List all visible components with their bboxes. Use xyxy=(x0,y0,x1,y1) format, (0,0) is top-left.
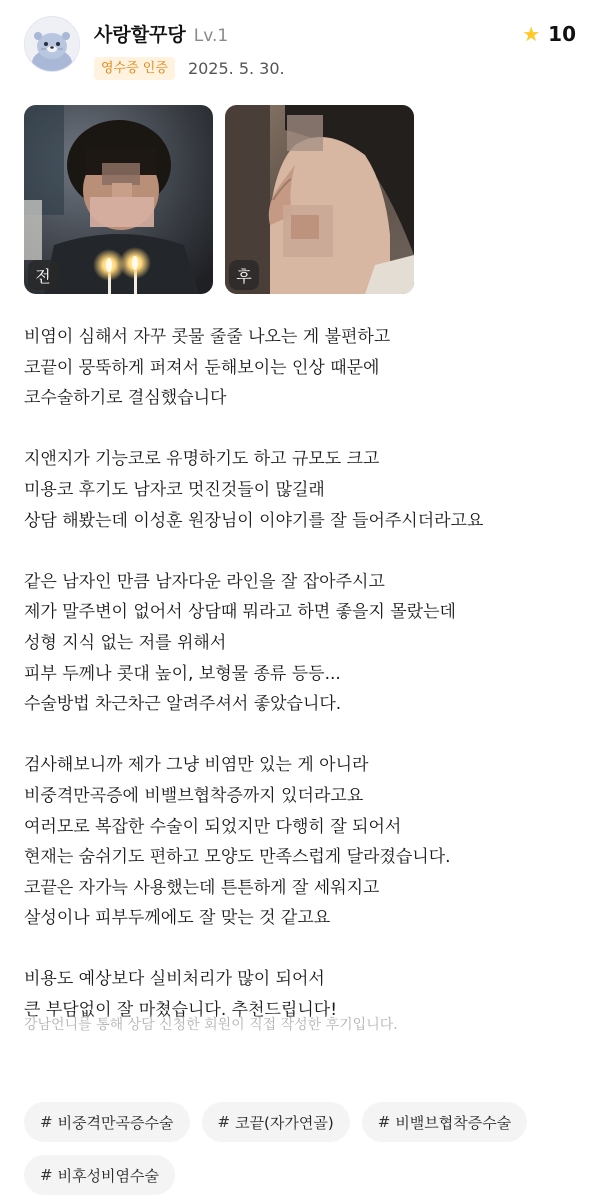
review-line: 검사해보니까 제가 그냥 비염만 있는 게 아니라 xyxy=(24,755,369,776)
review-line: 코수술하기로 결심했습니다 xyxy=(24,388,227,409)
tag-list xyxy=(24,1102,584,1195)
review-line: 미용코 후기도 남자코 멋진것들이 많길래 xyxy=(24,479,325,500)
before-photo[interactable] xyxy=(24,105,213,294)
review-line: 상담 해봤는데 이성훈 원장님이 이야기를 잘 들어주시더라고요 xyxy=(24,510,484,531)
tag-label: 비후성비염수술 xyxy=(57,1166,160,1185)
avatar[interactable] xyxy=(24,16,80,72)
meta-row xyxy=(94,54,285,82)
tag-chip[interactable] xyxy=(362,1102,528,1142)
seal-mascot-icon xyxy=(25,17,79,71)
review-header xyxy=(24,16,580,80)
paragraph-gap xyxy=(24,934,580,965)
review-line: 코끝이 뭉뚝하게 퍼져서 둔해보이는 인상 때문에 xyxy=(24,357,380,378)
paragraph-gap xyxy=(24,536,580,567)
tag-chip[interactable] xyxy=(24,1155,175,1195)
tag-chip[interactable] xyxy=(24,1102,190,1142)
after-photo[interactable] xyxy=(225,105,414,294)
after-label: 후 xyxy=(229,260,259,290)
hash-icon: # xyxy=(40,1166,53,1184)
review-line: 비중격만곡증에 비밸브협착증까지 있더라고요 xyxy=(24,785,364,806)
review-line: 같은 남자인 만큼 남자다운 라인을 잘 잡아주시고 xyxy=(24,571,385,592)
username-row xyxy=(94,20,228,48)
review-line: 지앤지가 기능코로 유명하기도 하고 규모도 크고 xyxy=(24,449,380,470)
username[interactable]: 사랑할꾸당 xyxy=(94,24,186,46)
rating-value: 10 xyxy=(548,22,576,46)
receipt-verified-badge: 영수증 인증 xyxy=(94,57,175,80)
tag-label: 비중격만곡증수술 xyxy=(57,1113,174,1132)
review-line: 비용도 예상보다 실비처리가 많이 되어서 xyxy=(24,969,325,990)
review-line: 제가 말주변이 없어서 상담때 뭐라고 하면 좋을지 몰랐는데 xyxy=(24,602,456,623)
review-line: 성형 지식 없는 저를 위해서 xyxy=(24,632,227,653)
hash-icon: # xyxy=(40,1113,53,1131)
review-line: 살성이나 피부두께에도 잘 맞는 것 같고요 xyxy=(24,908,331,929)
user-level: Lv.1 xyxy=(193,26,229,46)
review-line: 비염이 심해서 자꾸 콧물 줄줄 나오는 게 불편하고 xyxy=(24,327,391,347)
review-date: 2025. 5. 30. xyxy=(187,58,285,78)
hash-icon: # xyxy=(217,1113,231,1131)
review-line: 수술방법 차근차근 알려주셔서 좋았습니다. xyxy=(24,694,342,715)
review-line: 코끝은 자가늑 사용했는데 튼튼하게 잘 세워지고 xyxy=(24,877,380,898)
review-line: 큰 부담없이 잘 마쳤습니다. 추천드립니다! xyxy=(24,1000,338,1021)
before-label: 전 xyxy=(28,260,58,290)
paragraph-gap xyxy=(24,720,580,751)
photo-gallery xyxy=(24,105,414,294)
review-line: 현재는 숨쉬기도 편하고 모양도 만족스럽게 달라졌습니다. xyxy=(24,847,451,868)
review-source-notice: 강남언니를 통해 상담 신청한 회원이 직접 작성한 후기입니다. xyxy=(24,1017,398,1033)
tag-label: 비밸브협착증수술 xyxy=(395,1113,512,1132)
rating xyxy=(522,20,576,48)
review-line: 여러모로 복잡한 수술이 되었지만 다행히 잘 되어서 xyxy=(24,816,402,837)
review-body xyxy=(24,322,580,1026)
hash-icon: # xyxy=(377,1113,391,1131)
tag-chip[interactable] xyxy=(202,1102,350,1142)
tag-label: 코끝(자가연골) xyxy=(235,1113,334,1132)
paragraph-gap xyxy=(24,414,580,445)
star-icon: ★ xyxy=(522,22,541,46)
review-line: 피부 두께나 콧대 높이, 보형물 종류 등등... xyxy=(24,663,341,684)
